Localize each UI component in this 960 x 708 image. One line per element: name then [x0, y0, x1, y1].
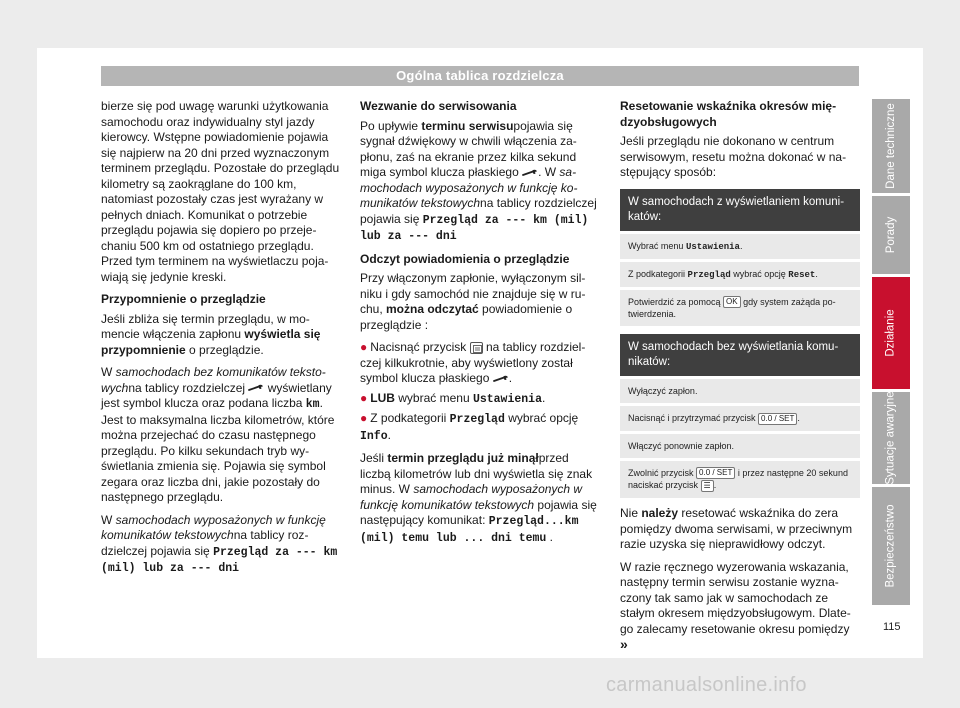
- paragraph: Przy włączonym zapłonie, wyłączonym silniku i gdy samochód nie znajduje się w ruchu, można odczytać powiadomienie o przeglądzie :: [360, 271, 586, 332]
- ok-key-icon: OK: [723, 296, 741, 308]
- continued-arrow-icon: »: [620, 636, 628, 652]
- watermark: carmanualsonline.info: [606, 674, 807, 696]
- column-1: [101, 99, 341, 584]
- paragraph: Jeśli zbliża się termin przeglądu, w momencie włączenia zapłonu wyświetla się przypomnienie o przeglądzie.: [101, 311, 321, 357]
- paragraph: Jeśli przeglądu nie dokonano w centrum serwisowym, resetu można dokonać w następujący sposób:: [620, 134, 847, 179]
- section-heading: Wezwanie do serwisowania: [360, 99, 517, 113]
- tab-porady[interactable]: Porady: [872, 196, 910, 274]
- list-item: ● Z podkategorii Przegląd wybrać opcję Info.: [360, 411, 579, 443]
- tab-dane-techniczne[interactable]: Dane techniczne: [872, 99, 910, 193]
- instruction-step: Wyłączyć zapłon.: [620, 376, 860, 403]
- section-heading: Resetowanie wskaźnika okresów międzyobsługowych: [620, 99, 837, 129]
- paragraph: W razie ręcznego wyzerowania wskazania, następny termin serwisu zostanie wyznaczony tak samo jak w samochodach ze stałym okresem międzyobsługowym. Dlatego zalecamy resetowanie okresu pomiędzy »: [620, 559, 851, 652]
- instruction-box-without-display: [620, 334, 860, 498]
- tab-dzialanie[interactable]: Działanie: [872, 277, 910, 389]
- bullet-icon: ●: [360, 340, 368, 354]
- instruction-step: Włączyć ponownie zapłon.: [620, 431, 860, 458]
- instruction-step: Z podkategorii Przegląd wybrać opcję Reset.: [620, 259, 860, 287]
- instruction-box-title: W samochodach z wyświetlaniem komunikatów:: [620, 189, 860, 231]
- paragraph: bierze się pod uwagę warunki użytkowania samochodu oraz indywidualny styl jazdy kierowcy. Wstępne powiadomienie pojawia się najpierw na 20 dni przed wyznaczonym terminem przeglądu. Pozostałe do przeglądu kilometry są zaokrąglane do 100 km, natomiast pozostały czas jest wyrażany w pełnych dniach. Komunikat o potrzebie przeglądu pojawia się dopiero po przejechaniu 500 km od ostatniego przeglądu. Przed tym terminem na wyświetlaczu pojawiają się jedynie kreski.: [101, 99, 340, 284]
- chapter-tabs: [872, 99, 910, 608]
- section-heading: Odczyt powiadomienia o przeglądzie: [360, 251, 570, 266]
- instruction-step: Potwierdzić za pomocą OK gdy system zażąda potwierdzenia.: [620, 287, 860, 327]
- paragraph: Po upływie terminu serwisupojawia się sygnał dźwiękowy w chwili włączenia zapłonu, zaś na ekranie przez kilka sekund miga symbol klucza płaskiego . W samochodach wyposażonych w funkcję komunikatów tekstowychna tablicy rozdzielczej pojawia się Przegląd za --- km (mil) lub za --- dni: [360, 118, 597, 243]
- paragraph: W samochodach bez komunikatów tekstowychna tablicy rozdzielczej wyświetlany jest symbol klucza oraz podana liczba km. Jest to maksymalna liczba kilometrów, które można przejechać do czasu następnego przeglądu. Po kilku sekundach tryb wyświetlania zmienia się. Pojawia się symbol zegara oraz liczba dni, jakie pozostały do następnego przeglądu.: [101, 365, 335, 504]
- instruction-box-title: W samochodach bez wyświetlania komunikatów:: [620, 334, 860, 376]
- paragraph: Nie należy resetować wskaźnika do zera pomiędzy dwoma serwisami, w przeciwnym razie uzyska się nieprawidłowy odczyt.: [620, 506, 853, 551]
- paragraph: Jeśli termin przeglądu już minąłprzed liczbą kilometrów lub dni wyświetla się znak minus. W samochodach wyposażonych w funkcję komunikatów tekstowych pojawia się następujący komunikat: Przegląd...km (mil) temu lub ... dni temu .: [360, 451, 597, 545]
- instruction-box-with-display: [620, 189, 860, 327]
- list-item: ● Nacisnąć przycisk na tablicy rozdzielczej kilkukrotnie, aby wyświetlony został symbol klucza płaskiego .: [360, 340, 586, 385]
- settings-button-icon: ☰: [701, 480, 714, 492]
- column-2: [360, 99, 600, 553]
- instruction-step: Zwolnić przycisk 0.0 / SET i przez następne 20 sekund naciskać przycisk ☰ .: [620, 458, 860, 498]
- settings-button-icon: [470, 342, 483, 354]
- page-title: Ogólna tablica rozdzielcza: [101, 66, 859, 86]
- paragraph: W samochodach wyposażonych w funkcję komunikatów tekstowychna tablicy rozdzielczej pojawia się Przegląd za --- km (mil) lub za --- dni: [101, 512, 338, 575]
- wrench-icon: [493, 375, 509, 383]
- column-3: [620, 99, 860, 661]
- page-number: 115: [883, 621, 901, 633]
- set-key-icon: 0.0 / SET: [758, 413, 797, 425]
- wrench-icon: [248, 384, 264, 392]
- wrench-icon: [522, 169, 538, 177]
- section-heading: Przypomnienie o przeglądzie: [101, 292, 266, 306]
- set-key-icon: 0.0 / SET: [696, 467, 735, 479]
- bullet-icon: ●: [360, 411, 368, 425]
- tab-sytuacje-awaryjne[interactable]: Sytuacje awaryjne: [872, 392, 910, 484]
- instruction-step: Nacisnąć i przytrzymać przycisk 0.0 / SET .: [620, 403, 860, 431]
- list-item: ● LUB wybrać menu Ustawienia.: [360, 390, 546, 406]
- tab-bezpieczenstwo[interactable]: Bezpieczeństwo: [872, 487, 910, 605]
- bullet-icon: ●: [360, 390, 368, 405]
- instruction-step: Wybrać menu Ustawienia.: [620, 231, 860, 259]
